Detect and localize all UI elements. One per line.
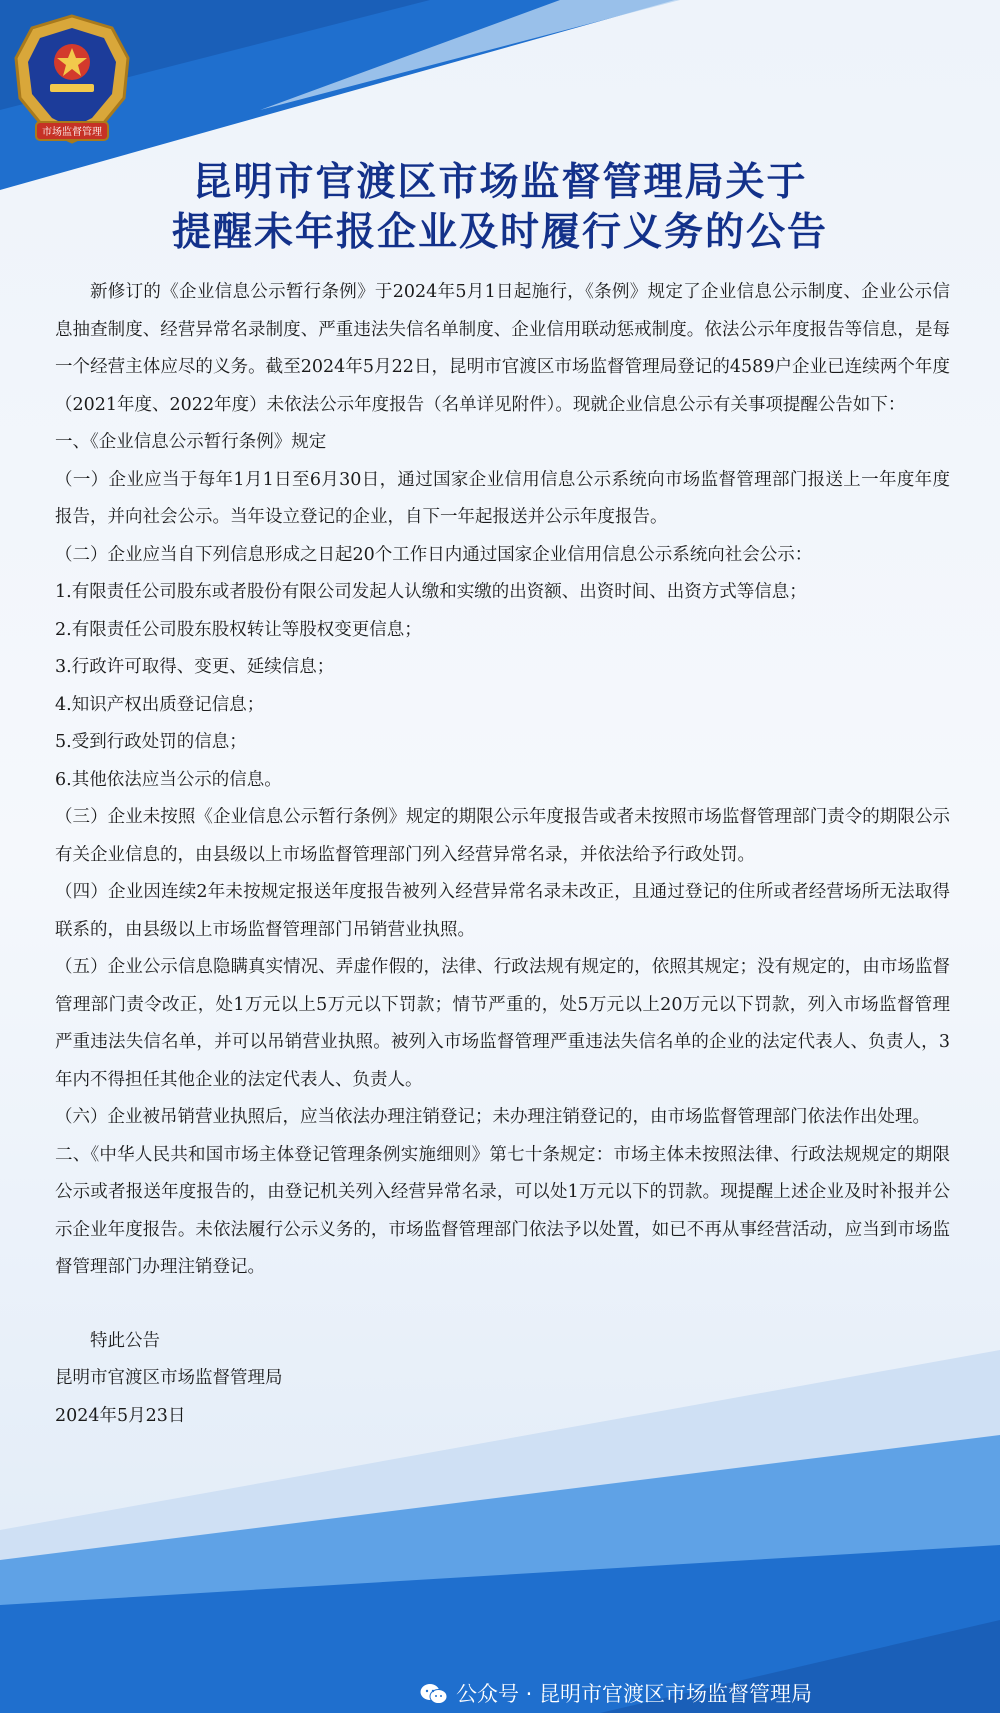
title-line-2: 提醒未年报企业及时履行义务的公告: [171, 210, 828, 255]
footer-text: 公众号 · 昆明市官渡区市场监督管理局: [456, 1682, 813, 1706]
page-title: [0, 158, 1000, 258]
paragraph-clause-6: （六）企业被吊销营业执照后，应当依法办理注销登记；未办理注销登记的，由市场监督管理部门依法作出处理。: [55, 1107, 930, 1127]
list-item: 3.行政许可取得、变更、延续信息；: [55, 657, 335, 677]
list-item: 4.知识产权出质登记信息；: [55, 694, 265, 715]
list-item: 6.其他依法应当公示的信息。: [55, 769, 282, 790]
list-item: 2.有限责任公司股东股权转让等股权变更信息；: [55, 619, 422, 640]
police-emblem-logo: [12, 14, 132, 146]
notice-body: [55, 274, 950, 1435]
paragraph-section-2: 二、《中华人民共和国市场主体登记管理条例实施细则》第七十条规定：市场主体未按照法律、行政法规规定的期限公示或者报送年度报告的，由登记机关列入经营异常名录，可以处1万元以下的罚款。现提醒上述企业及时补报并公示企业年度报告。未依法履行公示义务的，市场监督管理部门依法予以处置，如已不再从事经营活动，应当到市场监督管理部门办理注销登记。: [55, 1144, 950, 1277]
paragraph-section-1-heading: 一、《企业信息公示暂行条例》规定: [55, 432, 327, 452]
signature-org: 昆明市官渡区市场监督管理局: [55, 1368, 283, 1388]
list-item: 1.有限责任公司股东或者股份有限公司发起人认缴和实缴的出资额、出资时间、出资方式等信息；: [55, 582, 807, 602]
closing-text: 特此公告: [90, 1330, 160, 1351]
paragraph-clause-1: （一）企业应当于每年1月1日至6月30日，通过国家企业信用信息公示系统向市场监督管理部门报送上一年度年度报告，并向社会公示。当年设立登记的企业，自下一年起报送并公示年度报告。: [55, 469, 950, 527]
paragraph-clause-4: （四）企业因连续2年未按规定报送年度报告被列入经营异常名录未改正，且通过登记的住所或者经营场所无法取得联系的，由县级以上市场监督管理部门吊销营业执照。: [55, 882, 950, 940]
wechat-icon: [420, 1683, 448, 1705]
paragraph-clause-3: （三）企业未按照《企业信息公示暂行条例》规定的期限公示年度报告或者未按照市场监督管理部门责令的期限公示有关企业信息的，由县级以上市场监督管理部门列入经营异常名录，并依法给予行政处罚。: [55, 807, 950, 865]
paragraph-clause-2: （二）企业应当自下列信息形成之日起20个工作日内通过国家企业信用信息公示系统向社会公示：: [55, 544, 813, 565]
title-line-1: 昆明市官渡区市场监督管理局关于: [192, 160, 808, 205]
spacer: [55, 1287, 950, 1323]
paragraph-intro: 新修订的《企业信息公示暂行条例》于2024年5月1日起施行，《条例》规定了企业信息公示制度、企业公示信息抽查制度、经营异常名录制度、严重违法失信名单制度、企业信用联动惩戒制度。依法公示年度报告等信息，是每一个经营主体应尽的义务。截至2024年5月22日，昆明市官渡区市场监督管理局登记的4589户企业已连续两个年度（2021年度、2022年度）未依法公示年度报告（名单详见附件）。现就企业信息公示有关事项提醒公告如下：: [55, 282, 950, 415]
signature-date: 2024年5月23日: [55, 1405, 186, 1426]
list-item: 5.受到行政处罚的信息；: [55, 732, 247, 752]
badge-text: 市场监督管理: [42, 127, 102, 138]
paragraph-clause-5: （五）企业公示信息隐瞒真实情况、弄虚作假的，法律、行政法规有规定的，依照其规定；没有规定的，由市场监督管理部门责令改正，处1万元以上5万元以下罚款；情节严重的，处5万元以上20万元以下罚款，列入市场监督管理严重违法失信名单，并可以吊销营业执照。被列入市场监督管理严重违法失信名单的企业的法定代表人、负责人，3年内不得担任其他企业的法定代表人、负责人。: [55, 957, 950, 1090]
wechat-account-footer: [420, 1680, 812, 1708]
